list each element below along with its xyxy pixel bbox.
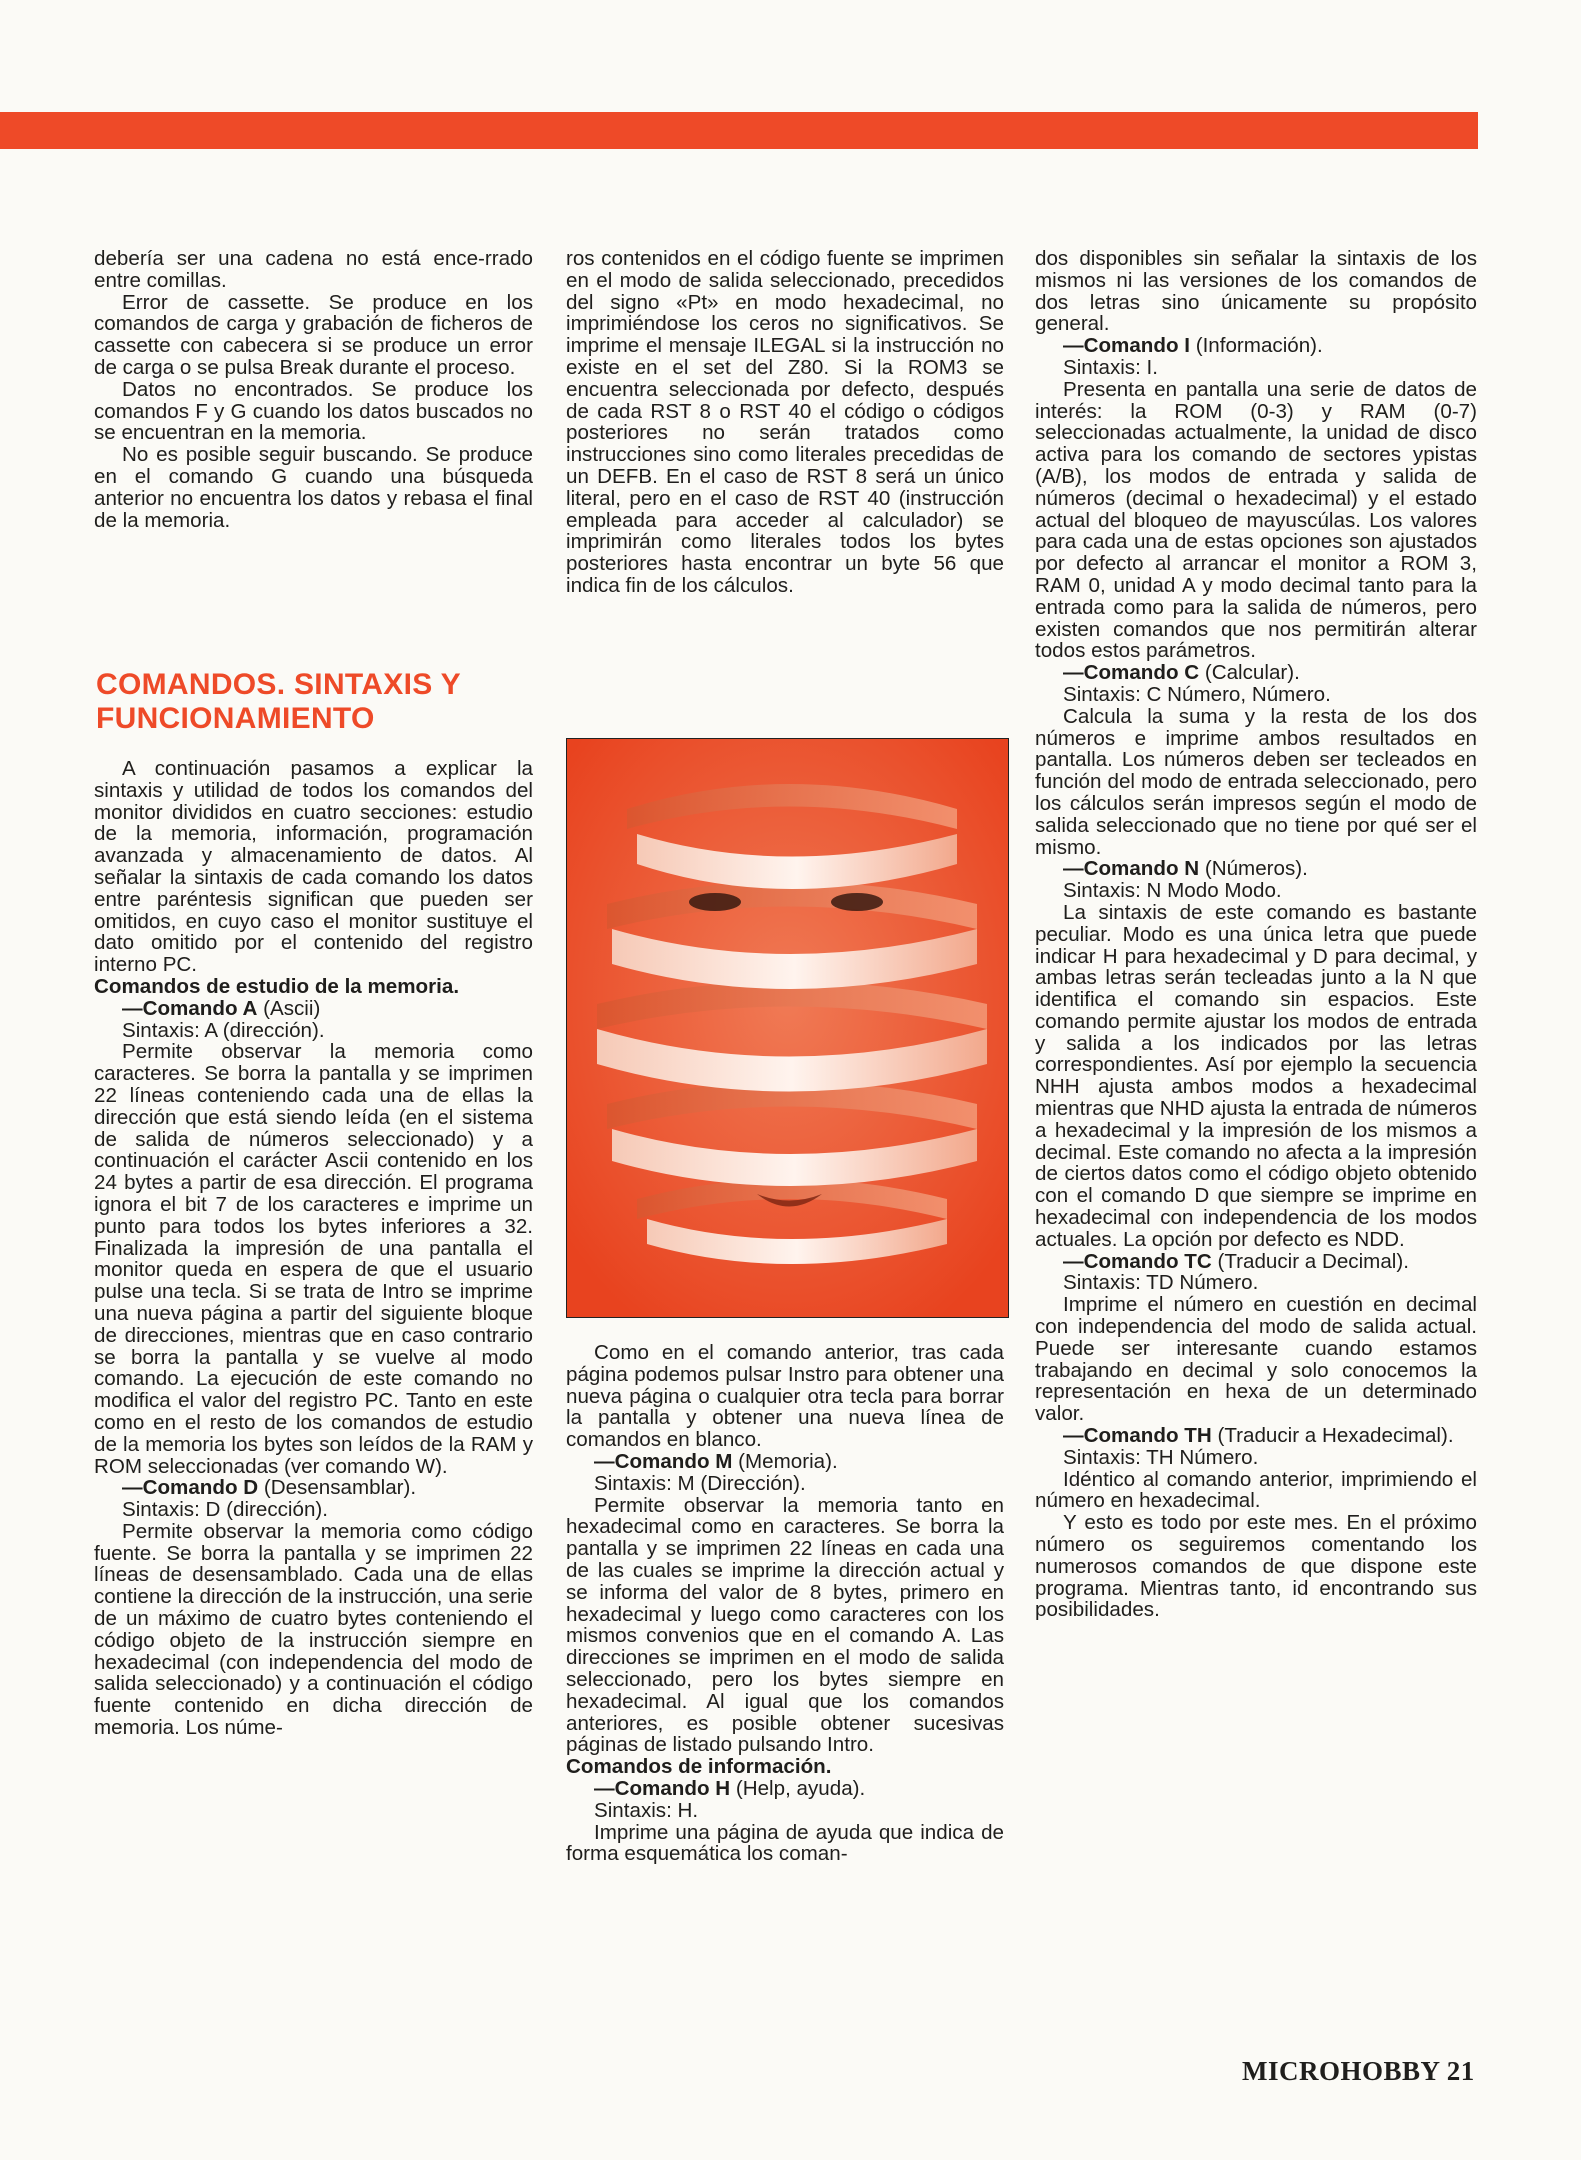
subheading: Comandos de información. [566,1755,832,1779]
paragraph: Idéntico al comando anterior, imprimiendo el número en hexadecimal. [1035,1467,1477,1513]
command-title: —Comando H (Help, ayuda). [594,1776,866,1800]
command-syntax: Sintaxis: I. [1063,355,1158,379]
paragraph: debería ser una cadena no está ence-rrado entre comillas. [94,247,533,292]
section-heading: COMANDOS. SINTAXIS Y FUNCIONAMIENTO [96,668,461,735]
column-1 [94,248,533,531]
paragraph: Como en el comando anterior, tras cada página podemos pulsar Instro para obtener una nueva página o cualquier otra tecla para borrar la pantalla y obtener una nueva línea de comandos en blanco. [566,1341,1004,1452]
command-syntax: Sintaxis: H. [594,1798,699,1822]
command-title: —Comando TC (Traducir a Decimal). [1063,1249,1409,1273]
paragraph: Y esto es todo por este mes. En el próximo número os seguiremos comentando los numerosos comandos de que dispone este programa. Mientras tanto, id encontrando sus posibilidades. [1035,1511,1477,1622]
column-2-top [566,248,1004,597]
command-title: —Comando A (Ascii) [122,996,321,1020]
top-accent-bar [0,112,1478,149]
paragraph: ros contenidos en el código fuente se imprimen en el modo de salida seleccionado, precedidos del signo «Pt» en modo hexadecimal, no imprimiéndose los ceros no significativos. Se imprime el mensaje ILEGAL si la instrucción no existe en el set del Z80. Si la ROM3 se encuentra seleccionada por defecto, después de cada RST 8 o RST 40 el código o códigos posteriores no serán tratados como instrucciones sino como literales precedidas de un DEFB. En el caso de RST 8 será un único literal, pero en el caso de RST 40 (instrucción empleada para acceder al calculador) se imprimirán como literales todos los bytes posteriores hasta encontrar un byte 56 que indica fin de los cálculos. [566,247,1004,597]
column-3 [1035,248,1477,1621]
subheading: Comandos de estudio de la memoria. [94,974,460,998]
command-syntax: Sintaxis: A (dirección). [122,1018,325,1042]
paragraph: Imprime el número en cuestión en decimal con independencia del modo de salida actual. Puede ser interesante cuando estamos trabajando en decimal y solo conocemos la representación en hexa de un determinado valor. [1035,1293,1477,1426]
paragraph: Datos no encontrados. Se produce los comandos F y G cuando los datos buscados no se encuentran en la memoria. [94,377,533,445]
page-footer: MICROHOBBY 21 [1242,2056,1475,2086]
command-syntax: Sintaxis: TD Número. [1063,1271,1259,1295]
column-2-bottom [566,1342,1004,1865]
illustration-face-ribbon [566,738,1009,1318]
paragraph: No es posible seguir buscando. Se produce en el comando G cuando una búsqueda anterior no encuentra los datos y rebasa el final de la memoria. [94,443,533,532]
command-syntax: Sintaxis: M (Dirección). [594,1471,806,1495]
paragraph: Presenta en pantalla una serie de datos de interés: la ROM (0-3) y RAM (0-7) seleccionadas actualmente, la unidad de disco activa para los comando de sectores ypistas (A/B), los modos de entrada y salida de números (decimal o hexadecimal) y el estado actual del bloqueo de mayuscúlas. Los valores para cada una de estas opciones son ajustados por defecto al arrancar el monitor a ROM 3, RAM 0, unidad A y modo decimal tanto para la entrada como para la salida de números, pero existen comandos que nos permitirán alterar todos estos parámetros. [1035,377,1477,663]
paragraph: Permite observar la memoria tanto en hexadecimal como en caracteres. Se borra la pantalla y se imprimen 22 líneas en cada una de las cuales se imprime la dirección actual y se informa del valor de 8 bytes, primero en hexadecimal y luego como caracteres con los mismos convenios que en el comando A. Las direcciones se imprimen en el modo de salida seleccionado, pero los bytes siempre en hexadecimal. Al igual que los comandos anteriores, es posible obtener sucesivas páginas de listado pulsando Intro. [566,1493,1004,1757]
command-syntax: Sintaxis: C Número, Número. [1063,682,1331,706]
paragraph: Imprime una página de ayuda que indica de forma esquemática los coman- [566,1820,1004,1866]
paragraph: Permite observar la memoria como caracteres. Se borra la pantalla y se imprimen 22 líneas conteniendo cada una de ellas la dirección que está siendo leída (en el sistema de salida de números seleccionado) y a continuación el carácter Ascii contenido en los 24 bytes a partir de esa dirección. El programa ignora el bit 7 de los caracteres e imprime un punto para todos los bytes inferiores a 32. Finalizada la impresión de una pantalla el monitor queda en espera de que el usuario pulse una tecla. Si se trata de Intro se imprime una nueva página a partir del siguiente bloque de direcciones, mientras que en caso contrario se borra la pantalla y se vuelve al modo comando. La ejecución de este comando no modifica el valor del registro PC. Tanto en este como en el resto de los comandos de estudio de la memoria los bytes son leídos de la RAM y ROM seleccionadas (ver comando W). [94,1040,533,1478]
paragraph: La sintaxis de este comando es bastante peculiar. Modo es una única letra que puede indicar H para hexadecimal y D para decimal, y ambas letras serán tecleadas junto a la N que identifica el comando sin espacios. Este comando permite ajustar los modos de entrada y salida a los indicados por las letras correspondientes. Así por ejemplo la secuencia NHH ajusta ambos modos a hexadecimal mientras que NHD ajusta la entrada de números a hexadecimal y la impresión de los mismos a decimal. Este comando no afecta a la impresión de ciertos datos como el código objeto obtenido con el comando D que siempre se imprime en hexadecimal con independencia de los modos actuales. La opción por defecto es NDD. [1035,900,1477,1251]
command-syntax: Sintaxis: D (dirección). [122,1498,328,1522]
command-title: —Comando N (Números). [1063,857,1308,881]
paragraph: Permite observar la memoria como código fuente. Se borra la pantalla y se imprimen 22 líneas de desensamblado. Cada una de ellas contiene la dirección de la instrucción, una serie de un máximo de cuatro bytes conteniendo el código objeto de la instrucción siempre en hexadecimal (con independencia del modo de salida seleccionado) y a continuación el código fuente contenido en dicha dirección de memoria. Los núme- [94,1519,533,1740]
command-title: —Comando TH (Traducir a Hexadecimal). [1063,1424,1454,1448]
column-1-body [94,758,533,1739]
command-title: —Comando I (Información). [1063,334,1323,358]
command-title: —Comando M (Memoria). [594,1449,838,1473]
command-syntax: Sintaxis: TH Número. [1063,1445,1259,1469]
paragraph: Error de cassette. Se produce en los comandos de carga y grabación de ficheros de cassette con cabecera si se produce un error de carga o se pulsa Break durante el proceso. [94,290,533,379]
ribbon-face-image [567,739,1008,1317]
command-syntax: Sintaxis: N Modo Modo. [1063,879,1282,903]
command-title: —Comando D (Desensamblar). [122,1476,417,1500]
command-title: —Comando C (Calcular). [1063,661,1300,685]
paragraph: A continuación pasamos a explicar la sintaxis y utilidad de todos los comandos del monitor divididos en cuatro secciones: estudio de la memoria, información, programación avanzada y almacenamiento de datos. Al señalar la sintaxis de cada comando los datos entre paréntesis significan que pueden ser omitidos, en cuyo caso el monitor sustituye el dato omitido por el contenido del registro interno PC. [94,757,533,977]
paragraph: Calcula la suma y la resta de los dos números e imprime ambos resultados en pantalla. Los números deben ser tecleados en función del modo de entrada seleccionado, pero los cálculos serán impresos según el modo de salida seleccionado que no tiene por qué ser el mismo. [1035,704,1477,859]
paragraph: dos disponibles sin señalar la sintaxis de los mismos ni las versiones de los comandos de dos letras sino únicamente su propósito general. [1035,247,1477,336]
